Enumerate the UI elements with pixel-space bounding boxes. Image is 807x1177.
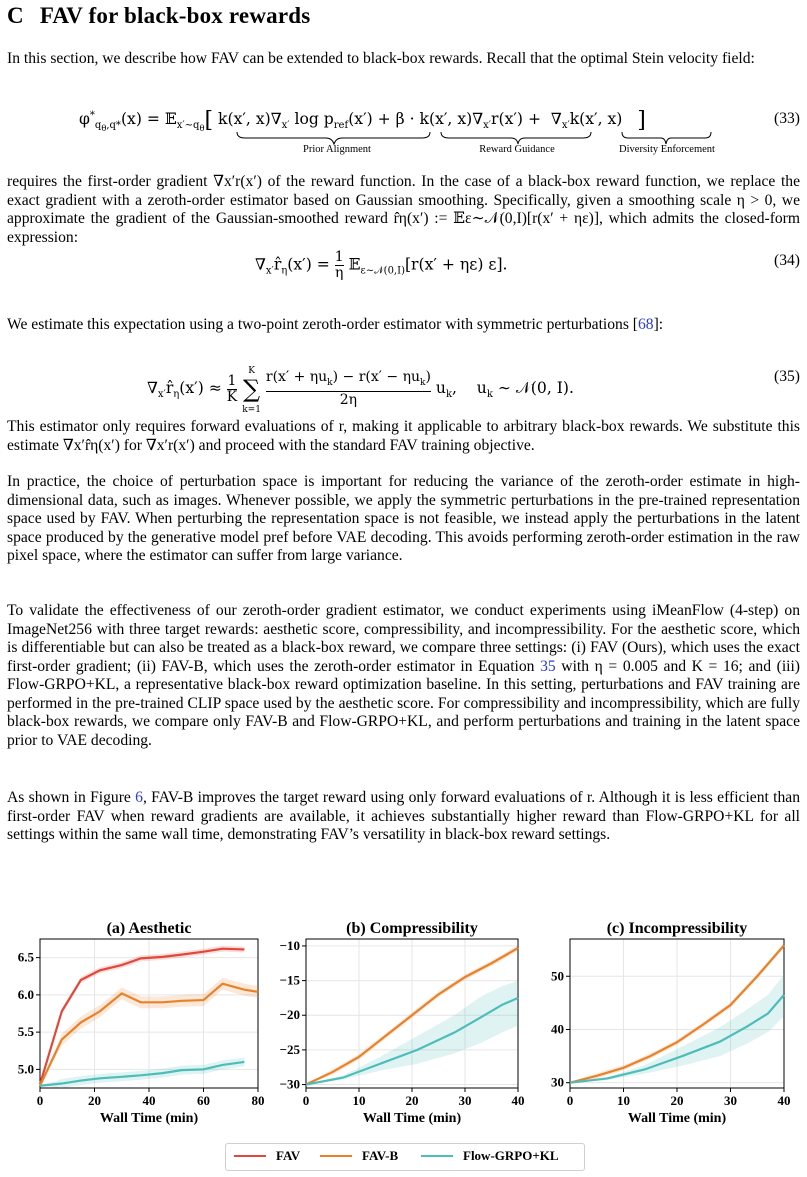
y-tick-label: 30 [551,1074,564,1090]
label-prior-alignment: Prior Alignment [303,144,371,155]
x-axis-label: Wall Time (min) [99,1111,199,1126]
x-tick-label: 10 [617,1093,630,1108]
chart-panel-2 [280,920,525,1126]
citation-link[interactable]: 68 [637,316,654,333]
chart-title: (b) Compressibility [346,920,478,937]
y-tick-label: 6.0 [17,986,34,1002]
figure-link[interactable]: 6 [135,789,143,806]
equation-number: (35) [774,368,800,385]
x-tick-label: 20 [88,1093,101,1108]
section-title: FAV for black-box rewards [39,3,311,28]
series-band-flow-grpo-kl [40,1057,244,1088]
legend-item-flow-grpo-kl: Flow-GRPO+KL [421,1148,559,1164]
x-tick-label: 20 [670,1093,684,1108]
equation-number: (34) [774,252,800,269]
x-tick-label: 20 [405,1093,419,1108]
chart-legend [225,1143,585,1171]
y-tick-label: −30 [279,1076,300,1092]
x-tick-label: 30 [724,1093,737,1108]
y-tick-label: −25 [279,1041,300,1057]
equation-34: $\nabla_{x'}r̂_\eta(x') = 1$ η 𝔼$_{\varepsilon\sim 𝒩(0,I)}$[r(x′ + ηε) ε]. (34) [255,249,800,281]
paragraph-results: As shown in Figure 6, FAV-B improves the target reward using only forward evaluations of r. Although it is less efficient than first-order FAV when reward gradients are available, it achieves substantially higher reward than Flow-GRPO+KL for all settings within the same wall time, demonstrating FAV’s versatility in black-box reward settings. [7,789,800,843]
equation-number: (33) [774,110,800,127]
x-tick-label: 80 [251,1093,265,1108]
x-tick-label: 60 [197,1093,210,1108]
paragraph-forward-evaluations: This estimator only requires forward evaluations of r, making it applicable to arbitrary black-box rewards. We substitute this estimate ∇x′r̂η(x′) for ∇x′r(x′) and proceed with the standard FAV training objective. [7,418,800,454]
x-tick-label: 0 [302,1093,310,1108]
figure-6-charts [0,893,807,1177]
x-tick-label: 0 [36,1093,44,1108]
x-tick-label: 40 [511,1093,525,1108]
label-reward-guidance: Reward Guidance [479,144,555,155]
x-tick-label: 10 [352,1093,366,1108]
x-axis-label: Wall Time (min) [362,1111,462,1126]
x-tick-label: 40 [777,1093,791,1108]
y-tick-label: 50 [551,968,564,984]
paragraph-validation: To validate the effectiveness of our zeroth-order gradient estimator, we conduct experiments using iMeanFlow (4-step) on ImageNet256 with three target rewards: aesthetic score, compressibility, and incompressibility. For the aesthetic score, which is differentiable but can also be treated as a black-box reward, we compare three settings: (i) FAV (Ours), which uses the exact first-order gradient; (ii) FAV-B, which uses the zeroth-order estimator in Equation 35 with η = 0.005 and K = 16; and (iii) Flow-GRPO+KL, a representative black-box reward optimization baseline. In this setting, perturbations and FAV training are performed in the pre-trained CLIP space used by the aesthetic score. For compressibility and incompressibility, which are fully black-box rewards, we compare only FAV-B and Flow-GRPO+KL, and perform perturbations and training in the latent space prior to VAE decoding. [7,602,801,749]
x-tick-label: 0 [566,1093,574,1108]
x-axis-label: Wall Time (min) [627,1111,727,1126]
chart-panel-3 [551,920,791,1126]
y-tick-label: −10 [279,937,300,953]
legend-item-fav-b: FAV-B [320,1148,398,1164]
chart-title: (c) Incompressibility [606,920,748,937]
section-number: C [7,3,24,28]
y-tick-label: 6.5 [17,949,34,965]
y-tick-label: 40 [551,1021,564,1037]
chart-panel-1 [18,920,265,1126]
y-tick-label: 5.5 [17,1024,34,1040]
paragraph-gradient: requires the first-order gradient ∇x′r(x′) of the reward function. In the case of a black-box reward function, we replace the exact gradient with a zeroth-order estimator based on Gaussian smoothing. Specifically, given a smoothing scale η > 0, we approximate the gradient of the Gaussian-smoothed reward r̂η(x′) := 𝔼ε∼𝒩(0,I)[r(x′ + ηε)], which admits the closed-form expression: [7,173,800,246]
label-diversity-enforcement: Diversity Enforcement [619,144,715,155]
equation-35: $\nabla_{x'}r̂_\eta(x') \approx 1$ K K ∑ k=1 $r(x' + \eta u_k) - r(x' - \eta u_k)$ 2η $u_k$, $u_k$ ∼ 𝒩(0, I). (35) [147,366,800,415]
section-heading [7,3,310,29]
y-tick-label: −20 [279,1007,300,1023]
y-tick-label: −15 [279,972,300,988]
paragraph-estimator: We estimate this expectation using a two-point zeroth-order estimator with symmetric perturbations [68]: [7,316,664,333]
paragraph-intro: In this section, we describe how FAV can be extended to black-box rewards. Recall that the optimal Stein velocity field: [7,50,755,67]
y-tick-label: 5.0 [17,1061,34,1077]
equation-link[interactable]: 35 [540,657,556,675]
paragraph-perturbation-space: In practice, the choice of perturbation space is important for reducing the variance of the zeroth-order estimate in high-dimensional data, such as images. Whenever possible, we apply the symmetric perturbations in the pre-trained representation space used by FAV. When perturbing the representation space is not feasible, we instead apply the perturbations in the latent space produced by the generative model pref before VAE decoding. This avoids performing zeroth-order estimation in the raw pixel space, where the estimator can suffer from large variance. [7,473,800,564]
equation-33: $\varphi^*_{q_\theta,q*}(x)$ = 𝔼$_{x'\sim q_\theta}$[ k(x′, $x)\nabla_{x'}$ $\log p_{ref}(x') + \beta \cdot k(x'$, $x)\nabla_{x'}r(x') + \nabla_{x'}k(x'$, x) ] (33) Prior Alignment Reward Guidance Diversity Enforcement [79,108,800,155]
x-tick-label: 30 [458,1093,472,1108]
legend-item-fav: FAV [234,1148,300,1164]
x-tick-label: 40 [142,1093,156,1108]
chart-title: (a) Aesthetic [106,920,192,937]
